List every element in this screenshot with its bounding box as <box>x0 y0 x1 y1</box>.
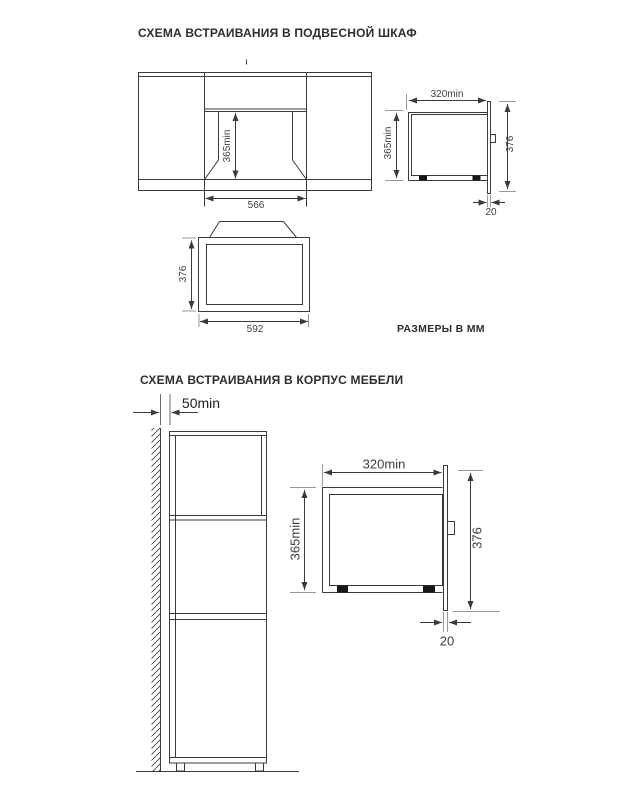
wall-cabinet-front-drawing <box>139 60 372 207</box>
cabinet-foot <box>256 763 264 771</box>
dim-label-wall-gap: 50min <box>181 395 221 411</box>
oven-door-side <box>488 102 491 194</box>
dim-label-depth-side: 320min <box>430 89 464 100</box>
dim-label-front-height-column-side: 376 <box>469 527 485 549</box>
furniture-side-drawing <box>287 464 500 632</box>
oven-door-side <box>444 466 448 611</box>
dim-label-niche-height-side: 365min <box>383 126 394 160</box>
wall-hatching <box>152 428 161 771</box>
shelf <box>170 614 267 620</box>
oven-foot <box>337 586 348 593</box>
dim-label-niche-height-column-side: 365min <box>287 517 303 561</box>
dim-label-niche-height-front: 365min <box>222 129 233 163</box>
dim-label-door-protrusion-column-side: 20 <box>439 633 455 649</box>
dim-label-niche-width-front: 566 <box>247 200 265 211</box>
dim-label-appliance-height: 376 <box>178 265 189 283</box>
wall-cabinet-side-drawing <box>385 94 516 207</box>
shelf <box>170 516 267 521</box>
door-handle <box>491 135 496 143</box>
dim-label-front-height-side: 376 <box>505 135 516 153</box>
furniture-column-drawing <box>133 394 299 772</box>
units-note: РАЗМЕРЫ В ММ <box>397 323 485 335</box>
dim-label-depth-column-side: 320min <box>362 456 406 472</box>
cabinet-base <box>170 758 267 764</box>
door-handle <box>448 522 455 535</box>
appliance-front-drawing <box>182 222 310 328</box>
oven-foot <box>473 176 481 181</box>
oven-foot <box>419 176 427 181</box>
cabinet-foot <box>177 763 185 771</box>
section-title-furniture-column: СХЕМА ВСТРАИВАНИЯ В КОРПУС МЕБЕЛИ <box>140 373 404 387</box>
dim-label-appliance-width: 592 <box>246 324 264 335</box>
section-title-wall-cabinet: СХЕМА ВСТРАИВАНИЯ В ПОДВЕСНОЙ ШКАФ <box>138 26 417 40</box>
oven-foot <box>423 586 435 593</box>
dim-label-door-protrusion-side: 20 <box>485 207 497 218</box>
